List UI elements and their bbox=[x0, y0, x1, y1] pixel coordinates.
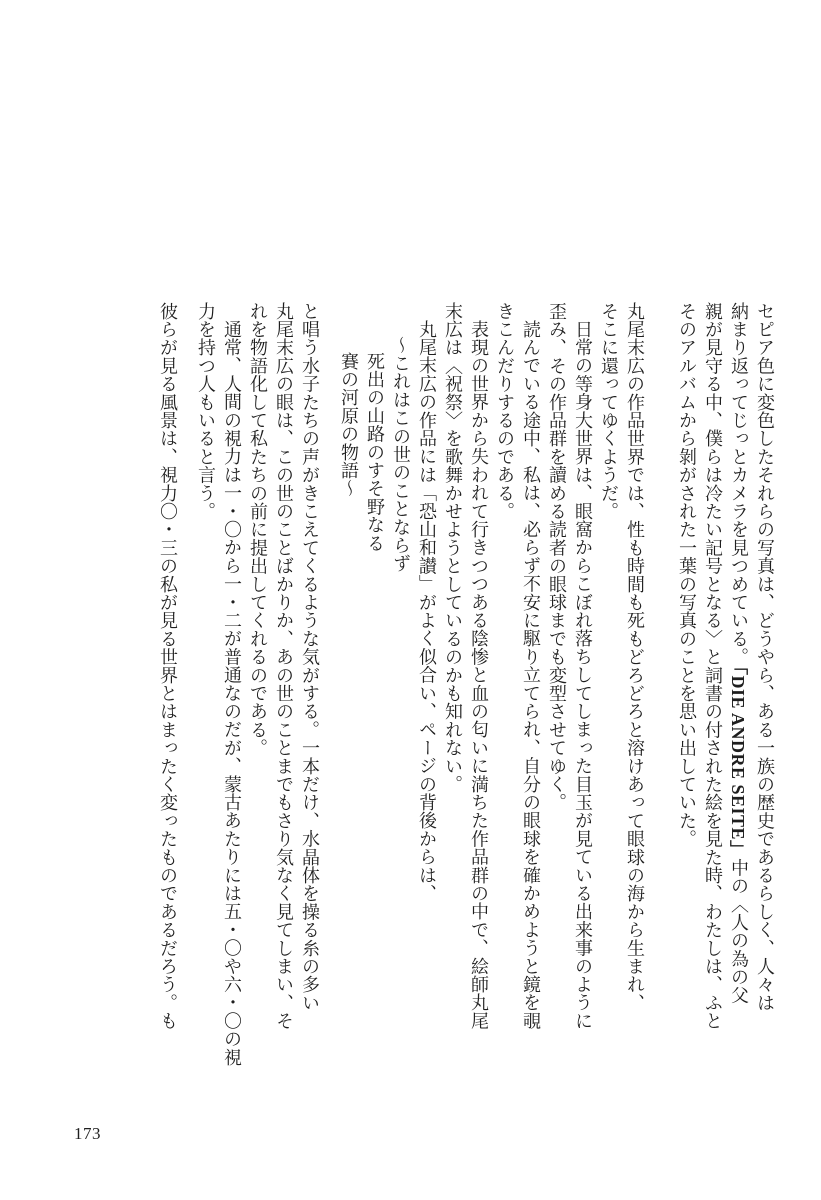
verse-line: 死出の山路のすそ野なる bbox=[364, 352, 385, 553]
page-number: 173 bbox=[74, 1124, 101, 1143]
text-line: 通常、人間の視力は一・〇から一・二が普通なのだが、蒙古あたりには五・〇や六・〇の視 bbox=[221, 320, 242, 1067]
verse-line: 賽の河原の物語〜 bbox=[338, 352, 359, 498]
text-line: そこに還ってゆくようだ。 bbox=[598, 302, 619, 521]
text-line: 末広は〈祝祭〉を歌舞かせようとしているのかも知れない。 bbox=[442, 302, 463, 794]
album-title: 「DIE ANDRE SEITE」 bbox=[728, 666, 748, 859]
text-line: セピア色に変色したそれらの写真は、どうやら、ある一族の歴史であるらしく、人々は bbox=[754, 302, 775, 1012]
text-line bbox=[729, 302, 747, 1004]
text-segment: 中の〈人の為の父 bbox=[728, 858, 749, 1005]
text-segment: 納まり返ってじっとカメラを見つめている。 bbox=[728, 302, 749, 666]
text-line: 読んでいる途中、私は、必らず不安に駆り立てられ、自分の眼球を確かめようと鏡を覗 bbox=[520, 320, 541, 1030]
verse-line: 〜これはこの世のことならず bbox=[390, 336, 411, 573]
text-line: れを物語化して私たちの前に提出してくれるのである。 bbox=[247, 302, 268, 757]
text-line: 親が見守る中、僕らは冷たい記号となる〉と詞書の付された絵を見た時、わたしは、ふと bbox=[702, 302, 723, 1030]
text-line: と唱う水子たちの声がきこえてくるような気がする。一本だけ、水晶体を操る糸の多い bbox=[299, 302, 320, 1012]
text-line: 丸尾末広の作品には「恐山和讃」がよく似合い、ページの背後からは、 bbox=[416, 320, 437, 903]
text-line: 歪み、その作品群を讀める読者の眼球までも変型させてゆく。 bbox=[546, 302, 567, 812]
text-line: きこんだりするのである。 bbox=[494, 302, 515, 521]
text-line: 力を持つ人もいると言う。 bbox=[195, 302, 216, 521]
text-line: 日常の等身大世界は、眼窩からこぼれ落ちしてしまった目玉が見ている出来事のように bbox=[572, 320, 593, 1030]
text-line: 丸尾末広の作品世界では、性も時間も死もどろどろと溶けあって眼球の海から生まれ、 bbox=[624, 302, 645, 1012]
text-line: そのアルバムから剝がされた一葉の写真のことを思い出していた。 bbox=[676, 302, 697, 848]
text-line: 丸尾末広の眼は、この世のことばかりか、あの世のことまでもさり気なく見てしまい、そ bbox=[273, 302, 294, 1030]
text-line: 彼らが見る風景は、視力〇・三の私が見る世界とはまったく変ったものであるだろう。も bbox=[157, 302, 178, 1030]
text-line: 表現の世界から失われて行きつつある陰惨と血の匂いに満ちた作品群の中で、絵師丸尾 bbox=[468, 320, 489, 1030]
